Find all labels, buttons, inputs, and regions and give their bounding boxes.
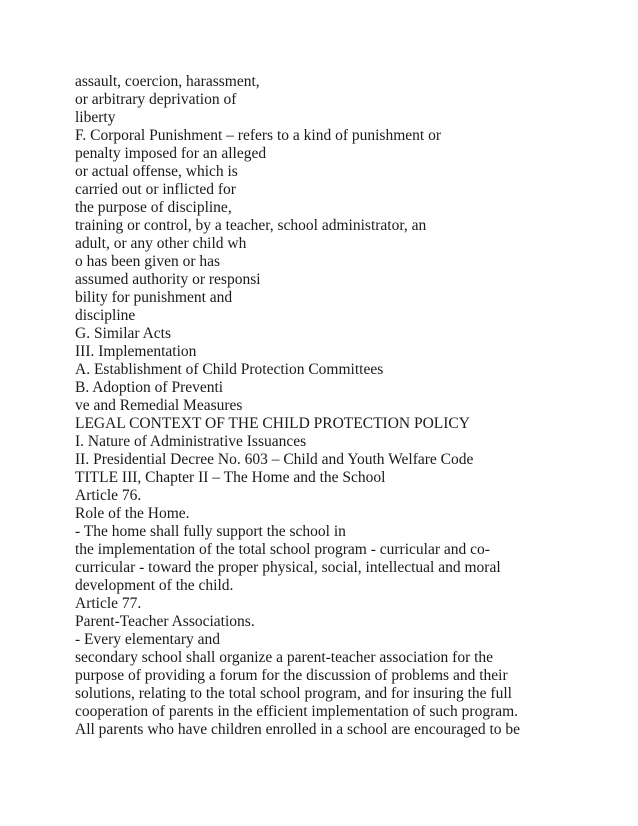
text-line: B. Adoption of Preventi	[75, 379, 224, 396]
text-line: cooperation of parents in the efficient implementation of such program.	[75, 703, 519, 720]
text-line: adult, or any other child wh	[75, 235, 247, 252]
article-title: Role of the Home.	[75, 505, 190, 522]
text-line: bility for punishment and	[75, 289, 233, 306]
text-line: carried out or inflicted for	[75, 181, 236, 198]
text-line: discipline	[75, 307, 136, 324]
section-heading: LEGAL CONTEXT OF THE CHILD PROTECTION POLICY	[75, 415, 470, 432]
text-line: the implementation of the total school program - curricular and co-	[75, 541, 490, 558]
text-line: or actual offense, which is	[75, 163, 238, 180]
document-body	[75, 73, 575, 739]
text-line: F. Corporal Punishment – refers to a kind of punishment or	[75, 127, 441, 144]
text-line: solutions, relating to the total school program, and for insuring the full	[75, 685, 512, 702]
text-line: liberty	[75, 109, 116, 126]
text-line: development of the child.	[75, 577, 234, 594]
text-line: curricular - toward the proper physical, social, intellectual and moral	[75, 559, 501, 576]
text-line: penalty imposed for an alleged	[75, 145, 267, 162]
article-heading: Article 77.	[75, 595, 142, 612]
text-line: assault, coercion, harassment,	[75, 73, 260, 90]
text-line: - Every elementary and	[75, 631, 221, 648]
text-line: II. Presidential Decree No. 603 – Child and Youth Welfare Code	[75, 451, 474, 468]
text-line: training or control, by a teacher, school administrator, an	[75, 217, 427, 234]
text-line: the purpose of discipline,	[75, 199, 232, 216]
text-line: o has been given or has	[75, 253, 221, 270]
text-line: ve and Remedial Measures	[75, 397, 243, 414]
article-heading: Article 76.	[75, 487, 142, 504]
text-line: All parents who have children enrolled in a school are encouraged to be	[75, 721, 521, 738]
text-line: purpose of providing a forum for the discussion of problems and their	[75, 667, 508, 684]
text-line: TITLE III, Chapter II – The Home and the School	[75, 469, 386, 486]
text-line: - The home shall fully support the school in	[75, 523, 346, 540]
text-line: assumed authority or responsi	[75, 271, 261, 288]
section-heading: III. Implementation	[75, 343, 197, 360]
text-line: secondary school shall organize a parent-teacher association for the	[75, 649, 494, 666]
article-title: Parent-Teacher Associations.	[75, 613, 255, 630]
text-line: A. Establishment of Child Protection Committees	[75, 361, 384, 378]
section-heading: G. Similar Acts	[75, 325, 172, 342]
text-line: or arbitrary deprivation of	[75, 91, 237, 108]
text-line: I. Nature of Administrative Issuances	[75, 433, 307, 450]
